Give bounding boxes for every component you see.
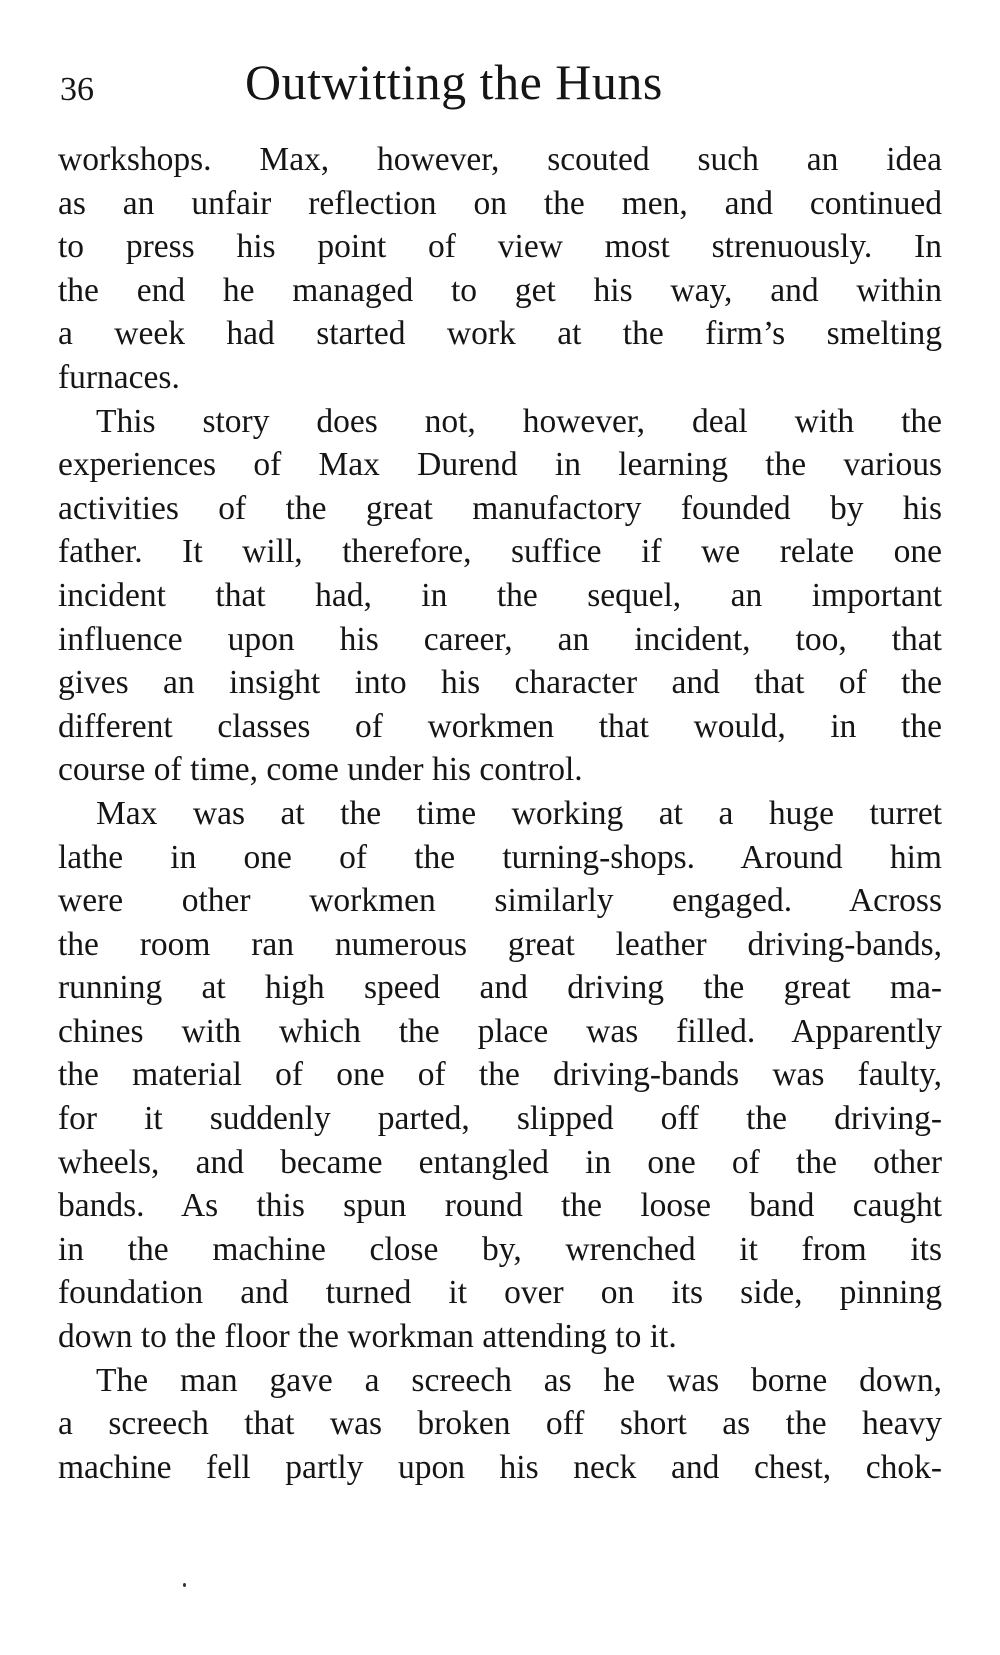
page-number: 36 [60,71,94,108]
text-line: a week had started work at the firm’s smelting [58,315,942,353]
ink-speck [183,1583,186,1587]
text-line: in the machine close by, wrenched it from its [58,1230,942,1268]
text-line: incident that had, in the sequel, an important [58,576,942,614]
text-line: different classes of workmen that would, in the [58,707,942,745]
text-line: furnaces. [58,358,180,396]
text-line: activities of the great manufactory founded by his [58,489,942,527]
text-line: bands. As this spun round the loose band caught [58,1187,942,1225]
text-line: workshops. Max, however, scouted such an idea [58,141,942,178]
text-line: foundation and turned it over on its side, pinning [58,1274,942,1312]
text-line: experiences of Max Durend in learning the various [58,446,942,484]
text-line: down to the floor the workman attending to it. [58,1318,677,1356]
paragraph-first-line: Max was at the time working at a huge turret [96,794,942,832]
body-text [58,138,942,1489]
paragraph-first-line: This story does not, however, deal with the [96,402,942,440]
text-line: machine fell partly upon his neck and chest, chok- [58,1448,942,1486]
running-head: Outwitting the Huns [245,54,663,110]
text-line: gives an insight into his character and that of the [58,664,942,702]
text-line: the material of one of the driving-bands was faulty, [58,1056,942,1094]
text-line: the end he managed to get his way, and within [58,271,942,309]
text-line: lathe in one of the turning-shops. Around him [58,838,942,876]
text-line: a screech that was broken off short as the heavy [58,1405,942,1443]
text-line: chines with which the place was filled. Apparently [58,1012,942,1050]
text-line: influence upon his career, an incident, too, that [58,620,942,658]
text-line: were other workmen similarly engaged. Across [58,882,942,920]
text-line: for it suddenly parted, slipped off the driving- [58,1100,942,1138]
paragraph-first-line: The man gave a screech as he was borne down, [96,1361,942,1399]
text-line: the room ran numerous great leather driving-bands, [58,925,942,963]
text-line: running at high speed and driving the great ma- [58,969,942,1007]
text-line: to press his point of view most strenuously. In [58,228,942,266]
text-line: father. It will, therefore, suffice if we relate one [58,533,942,571]
page-header [60,52,940,122]
text-line: course of time, come under his control. [58,751,583,789]
text-line: as an unfair reflection on the men, and continued [58,184,942,222]
text-line: wheels, and became entangled in one of the other [58,1143,942,1181]
